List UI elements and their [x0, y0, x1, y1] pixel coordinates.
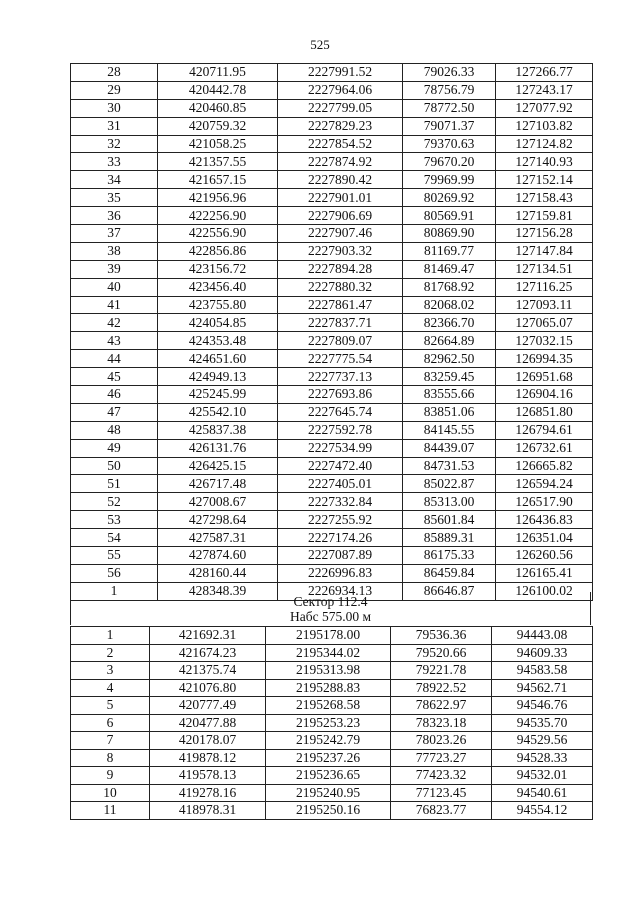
table-cell: 2227901.01 — [278, 189, 403, 207]
table-cell: 126851.80 — [496, 403, 593, 421]
table-cell: 2227880.32 — [278, 278, 403, 296]
table-row — [71, 135, 593, 153]
table-cell: 126594.24 — [496, 475, 593, 493]
table-cell: 427298.64 — [158, 511, 278, 529]
table-cell: 2195242.79 — [266, 732, 391, 750]
table-cell: 94540.61 — [492, 784, 593, 802]
table-row — [71, 350, 593, 368]
table-cell: 422856.86 — [158, 242, 278, 260]
table-cell: 2227907.46 — [278, 225, 403, 243]
table-cell: 2195288.83 — [266, 679, 391, 697]
table-cell: 420460.85 — [158, 99, 278, 117]
table-cell: 126351.04 — [496, 529, 593, 547]
table-cell: 86175.33 — [403, 547, 496, 565]
table-cell: 81169.77 — [403, 242, 496, 260]
table-cell: 43 — [71, 332, 158, 350]
table-row — [71, 732, 593, 750]
table-cell: 80269.92 — [403, 189, 496, 207]
table-cell: 80869.90 — [403, 225, 496, 243]
table-cell: 9 — [71, 767, 150, 785]
table-cell: 83555.66 — [403, 386, 496, 404]
table-cell: 2227809.07 — [278, 332, 403, 350]
table-cell: 54 — [71, 529, 158, 547]
table-cell: 94562.71 — [492, 679, 593, 697]
table-cell: 2227592.78 — [278, 421, 403, 439]
table-cell: 425245.99 — [158, 386, 278, 404]
table-row — [71, 153, 593, 171]
table-cell: 82664.89 — [403, 332, 496, 350]
table-cell: 38 — [71, 242, 158, 260]
table-cell: 51 — [71, 475, 158, 493]
table-cell: 78922.52 — [391, 679, 492, 697]
table-cell: 29 — [71, 81, 158, 99]
table-cell: 2227534.99 — [278, 439, 403, 457]
table-row — [71, 475, 593, 493]
table-cell: 48 — [71, 421, 158, 439]
table-cell: 126165.41 — [496, 564, 593, 582]
table-cell: 81768.92 — [403, 278, 496, 296]
table-cell: 77123.45 — [391, 784, 492, 802]
table-cell: 1 — [71, 582, 158, 600]
table-cell: 127093.11 — [496, 296, 593, 314]
table-cell: 2227964.06 — [278, 81, 403, 99]
table-row — [71, 368, 593, 386]
table-cell: 421692.31 — [150, 627, 266, 645]
table-row — [71, 117, 593, 135]
table-row — [71, 644, 593, 662]
table-cell: 79670.20 — [403, 153, 496, 171]
table-row — [71, 493, 593, 511]
table-cell: 428160.44 — [158, 564, 278, 582]
table-row — [71, 386, 593, 404]
table-cell: 2227829.23 — [278, 117, 403, 135]
table-row — [71, 627, 593, 645]
table-cell: 5 — [71, 697, 150, 715]
table-cell: 418978.31 — [150, 802, 266, 820]
table-cell: 2195178.00 — [266, 627, 391, 645]
table-row — [71, 403, 593, 421]
table-cell: 2227906.69 — [278, 207, 403, 225]
table-cell: 424651.60 — [158, 350, 278, 368]
table-cell: 79026.33 — [403, 64, 496, 82]
table-cell: 94583.58 — [492, 662, 593, 680]
table-cell: 31 — [71, 117, 158, 135]
table-cell: 2227854.52 — [278, 135, 403, 153]
table-cell: 127243.17 — [496, 81, 593, 99]
table-cell: 126994.35 — [496, 350, 593, 368]
table-cell: 2 — [71, 644, 150, 662]
page-number: 525 — [310, 37, 330, 52]
table-cell: 7 — [71, 732, 150, 750]
table-cell: 30 — [71, 99, 158, 117]
table-cell: 94532.01 — [492, 767, 593, 785]
table-cell: 2227991.52 — [278, 64, 403, 82]
table-cell: 427587.31 — [158, 529, 278, 547]
table-cell: 94443.08 — [492, 627, 593, 645]
table-cell: 85022.87 — [403, 475, 496, 493]
table-cell: 425837.38 — [158, 421, 278, 439]
table-cell: 94554.12 — [492, 802, 593, 820]
table-row — [71, 421, 593, 439]
coordinates-table-top — [70, 63, 593, 601]
table-cell: 419578.13 — [150, 767, 266, 785]
table-cell: 37 — [71, 225, 158, 243]
table-cell: 421375.74 — [150, 662, 266, 680]
table-cell: 2227799.05 — [278, 99, 403, 117]
table-cell: 78023.26 — [391, 732, 492, 750]
table-cell: 36 — [71, 207, 158, 225]
table-cell: 82962.50 — [403, 350, 496, 368]
table-cell: 2227861.47 — [278, 296, 403, 314]
table-cell: 11 — [71, 802, 150, 820]
coordinates-table-bottom — [70, 626, 593, 820]
table-cell: 2195237.26 — [266, 749, 391, 767]
table-row — [71, 278, 593, 296]
table-cell: 126732.61 — [496, 439, 593, 457]
table-cell: 52 — [71, 493, 158, 511]
table-cell: 420759.32 — [158, 117, 278, 135]
table-cell: 419878.12 — [150, 749, 266, 767]
table-cell: 85889.31 — [403, 529, 496, 547]
table-cell: 77723.27 — [391, 749, 492, 767]
table-cell: 80569.91 — [403, 207, 496, 225]
table-cell: 2227837.71 — [278, 314, 403, 332]
table-cell: 76823.77 — [391, 802, 492, 820]
table-cell: 421657.15 — [158, 171, 278, 189]
table-row — [71, 714, 593, 732]
table-cell: 2227693.86 — [278, 386, 403, 404]
table-cell: 423456.40 — [158, 278, 278, 296]
table-cell: 426425.15 — [158, 457, 278, 475]
table-cell: 2227332.84 — [278, 493, 403, 511]
table-cell: 79520.66 — [391, 644, 492, 662]
table-cell: 425542.10 — [158, 403, 278, 421]
table-row — [71, 296, 593, 314]
table-cell: 84439.07 — [403, 439, 496, 457]
table-cell: 55 — [71, 547, 158, 565]
table-cell: 94529.56 — [492, 732, 593, 750]
table-cell: 421674.23 — [150, 644, 266, 662]
table-cell: 94528.33 — [492, 749, 593, 767]
table-cell: 2227255.92 — [278, 511, 403, 529]
table-row — [71, 457, 593, 475]
table-cell: 78756.79 — [403, 81, 496, 99]
table-cell: 127124.82 — [496, 135, 593, 153]
table-cell: 127159.81 — [496, 207, 593, 225]
table-cell: 421076.80 — [150, 679, 266, 697]
table-cell: 84145.55 — [403, 421, 496, 439]
table-cell: 127032.15 — [496, 332, 593, 350]
table-cell: 2227472.40 — [278, 457, 403, 475]
table-row — [71, 171, 593, 189]
table-cell: 126100.02 — [496, 582, 593, 600]
table-cell: 426717.48 — [158, 475, 278, 493]
table-cell: 2227405.01 — [278, 475, 403, 493]
table-cell: 94609.33 — [492, 644, 593, 662]
table-cell: 424353.48 — [158, 332, 278, 350]
table-cell: 424054.85 — [158, 314, 278, 332]
table-row — [71, 314, 593, 332]
table-row — [71, 242, 593, 260]
table-cell: 42 — [71, 314, 158, 332]
table-row — [71, 99, 593, 117]
table-cell: 126436.83 — [496, 511, 593, 529]
table-cell: 2227087.89 — [278, 547, 403, 565]
table-cell: 94535.70 — [492, 714, 593, 732]
table-row — [71, 81, 593, 99]
table-cell: 32 — [71, 135, 158, 153]
table-cell: 127077.92 — [496, 99, 593, 117]
table-cell: 35 — [71, 189, 158, 207]
table-cell: 423156.72 — [158, 260, 278, 278]
table-cell: 56 — [71, 564, 158, 582]
table-cell: 94546.76 — [492, 697, 593, 715]
table-cell: 79370.63 — [403, 135, 496, 153]
table-cell: 33 — [71, 153, 158, 171]
table-row — [71, 767, 593, 785]
table-cell: 4 — [71, 679, 150, 697]
table-cell: 2227890.42 — [278, 171, 403, 189]
table-cell: 2227894.28 — [278, 260, 403, 278]
table-cell: 421357.55 — [158, 153, 278, 171]
table-row — [71, 225, 593, 243]
table-cell: 126260.56 — [496, 547, 593, 565]
table-cell: 427008.67 — [158, 493, 278, 511]
table-cell: 81469.47 — [403, 260, 496, 278]
table-cell: 39 — [71, 260, 158, 278]
table-cell: 47 — [71, 403, 158, 421]
table-row — [71, 784, 593, 802]
table-row — [71, 260, 593, 278]
table-row — [71, 697, 593, 715]
table-cell: 50 — [71, 457, 158, 475]
table-cell: 84731.53 — [403, 457, 496, 475]
table-cell: 40 — [71, 278, 158, 296]
table-cell: 422256.90 — [158, 207, 278, 225]
table-cell: 86459.84 — [403, 564, 496, 582]
table-row — [71, 802, 593, 820]
table-cell: 82366.70 — [403, 314, 496, 332]
table-row — [71, 529, 593, 547]
table-cell: 127147.84 — [496, 242, 593, 260]
table-cell: 422556.90 — [158, 225, 278, 243]
table-cell: 420711.95 — [158, 64, 278, 82]
table-cell: 34 — [71, 171, 158, 189]
table-cell: 2227737.13 — [278, 368, 403, 386]
table-cell: 126665.82 — [496, 457, 593, 475]
table-cell: 127266.77 — [496, 64, 593, 82]
table-row — [71, 679, 593, 697]
table-cell: 127103.82 — [496, 117, 593, 135]
table-cell: 6 — [71, 714, 150, 732]
table-cell: 2195268.58 — [266, 697, 391, 715]
table-cell: 2195344.02 — [266, 644, 391, 662]
table-cell: 2227174.26 — [278, 529, 403, 547]
table-cell: 86646.87 — [403, 582, 496, 600]
table-cell: 421956.96 — [158, 189, 278, 207]
table-cell: 2195250.16 — [266, 802, 391, 820]
table-cell: 423755.80 — [158, 296, 278, 314]
table-cell: 2227874.92 — [278, 153, 403, 171]
table-row — [71, 749, 593, 767]
table-cell: 79969.99 — [403, 171, 496, 189]
table-cell: 424949.13 — [158, 368, 278, 386]
table-row — [71, 332, 593, 350]
table-cell: 427874.60 — [158, 547, 278, 565]
table-cell: 85601.84 — [403, 511, 496, 529]
table-cell: 78622.97 — [391, 697, 492, 715]
table-cell: 28 — [71, 64, 158, 82]
table-cell: 127140.93 — [496, 153, 593, 171]
table-row — [71, 439, 593, 457]
table-cell: 82068.02 — [403, 296, 496, 314]
sector-header — [70, 592, 591, 625]
table-row — [71, 511, 593, 529]
table-cell: 83851.06 — [403, 403, 496, 421]
table-cell: 83259.45 — [403, 368, 496, 386]
table-cell: 77423.32 — [391, 767, 492, 785]
table-cell: 79221.78 — [391, 662, 492, 680]
table-row — [71, 64, 593, 82]
table-cell: 127065.07 — [496, 314, 593, 332]
table-cell: 127134.51 — [496, 260, 593, 278]
table-cell: 2226934.13 — [278, 582, 403, 600]
table-cell: 420477.88 — [150, 714, 266, 732]
table-cell: 45 — [71, 368, 158, 386]
table-cell: 2195253.23 — [266, 714, 391, 732]
table-cell: 3 — [71, 662, 150, 680]
table-cell: 421058.25 — [158, 135, 278, 153]
table-row — [71, 564, 593, 582]
table-cell: 127116.25 — [496, 278, 593, 296]
table-cell: 46 — [71, 386, 158, 404]
table-cell: 79071.37 — [403, 117, 496, 135]
table-cell: 2195236.65 — [266, 767, 391, 785]
table-cell: 420777.49 — [150, 697, 266, 715]
sector-title: Сектор 112.4 — [293, 594, 368, 609]
table-cell: 41 — [71, 296, 158, 314]
table-cell: 420442.78 — [158, 81, 278, 99]
table-cell: 53 — [71, 511, 158, 529]
table-cell: 2195313.98 — [266, 662, 391, 680]
table-cell: 426131.76 — [158, 439, 278, 457]
table-cell: 420178.07 — [150, 732, 266, 750]
table-cell: 419278.16 — [150, 784, 266, 802]
table-cell: 85313.00 — [403, 493, 496, 511]
table-cell: 1 — [71, 627, 150, 645]
table-cell: 10 — [71, 784, 150, 802]
table-cell: 78323.18 — [391, 714, 492, 732]
table-cell: 78772.50 — [403, 99, 496, 117]
table-row — [71, 207, 593, 225]
table-cell: 2226996.83 — [278, 564, 403, 582]
table-cell: 126517.90 — [496, 493, 593, 511]
table-cell: 127156.28 — [496, 225, 593, 243]
table-cell: 2227775.54 — [278, 350, 403, 368]
table-row — [71, 189, 593, 207]
table-cell: 2227645.74 — [278, 403, 403, 421]
table-cell: 126794.61 — [496, 421, 593, 439]
table-cell: 79536.36 — [391, 627, 492, 645]
table-cell: 127152.14 — [496, 171, 593, 189]
sector-height: Набс 575.00 м — [289, 609, 372, 624]
table-row — [71, 662, 593, 680]
table-cell: 428348.39 — [158, 582, 278, 600]
table-cell: 49 — [71, 439, 158, 457]
table-cell: 126904.16 — [496, 386, 593, 404]
table-cell: 2227903.32 — [278, 242, 403, 260]
table-cell: 44 — [71, 350, 158, 368]
table-cell: 126951.68 — [496, 368, 593, 386]
table-row — [71, 547, 593, 565]
table-cell: 127158.43 — [496, 189, 593, 207]
table-cell: 8 — [71, 749, 150, 767]
table-cell: 2195240.95 — [266, 784, 391, 802]
